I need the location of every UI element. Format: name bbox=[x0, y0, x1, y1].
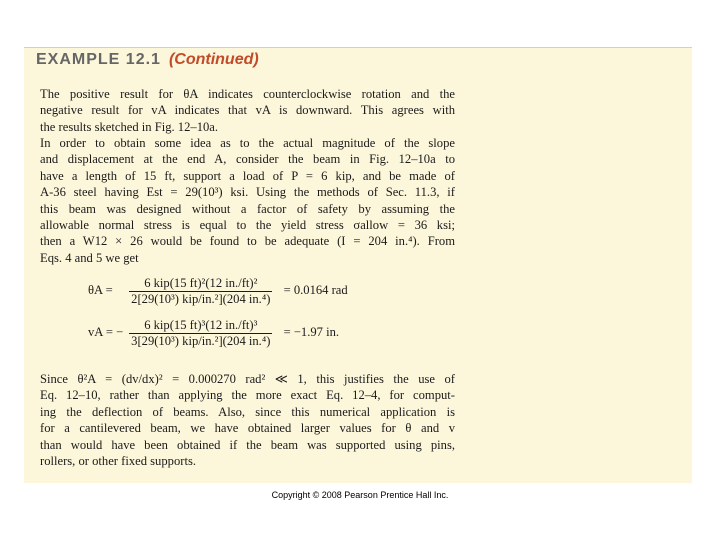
continued-label: (Continued) bbox=[168, 51, 259, 68]
fraction-numerator: 6 kip(15 ft)²(12 in./ft)² bbox=[144, 276, 258, 290]
text-line: and displacement at the end A, consider the beam in Fig. 12–10a to bbox=[40, 152, 455, 167]
paragraph-3 bbox=[40, 371, 455, 469]
text-line: Eqs. 4 and 5 we get bbox=[40, 250, 139, 265]
fraction-numerator: 6 kip(15 ft)³(12 in./ft)³ bbox=[144, 318, 258, 332]
text-line: rollers, or other fixed supports. bbox=[40, 454, 196, 469]
example-label: EXAMPLE 12.1 bbox=[36, 51, 161, 68]
equation-fraction bbox=[129, 318, 272, 349]
equation-result: = −1.97 in. bbox=[283, 325, 340, 340]
text-line: In order to obtain some idea as to the actual magnitude of the slope bbox=[40, 136, 455, 150]
equation-lhs: θA = bbox=[88, 283, 113, 298]
equation-theta-a bbox=[88, 276, 348, 307]
copyright-notice: Copyright © 2008 Pearson Prentice Hall Inc. bbox=[271, 490, 449, 500]
text-line: this beam was designed without a factor of safety by assuming the bbox=[40, 201, 455, 216]
equation-lhs: vA = − bbox=[88, 325, 124, 340]
text-line: for a cantilevered beam, we have obtained larger values for θ and v bbox=[40, 421, 455, 436]
header-rule bbox=[24, 47, 692, 48]
paragraph-1 bbox=[40, 86, 455, 135]
text-line: Eq. 12–10, rather than applying the more exact Eq. 12–4, for comput- bbox=[40, 388, 455, 403]
paragraph-2 bbox=[40, 135, 455, 266]
text-line: The positive result for θA indicates counterclockwise rotation and the bbox=[40, 87, 455, 101]
example-header bbox=[36, 51, 259, 69]
text-line: A-36 steel having Est = 29(10³) ksi. Using the methods of Sec. 11.3, if bbox=[40, 185, 455, 200]
text-line: allowable normal stress is equal to the yield stress σallow = 36 ksi; bbox=[40, 218, 455, 233]
text-line: Since θ²A = (dv/dx)² = 0.000270 rad² ≪ 1, this justifies the use of bbox=[40, 372, 455, 386]
equation-result: = 0.0164 rad bbox=[283, 283, 348, 298]
text-line: negative result for vA indicates that vA is downward. This agrees with bbox=[40, 103, 455, 118]
equation-fraction bbox=[129, 276, 272, 307]
fraction-denominator: 2[29(10³) kip/in.²](204 in.⁴) bbox=[131, 292, 271, 306]
text-line: then a W12 × 26 would be found to be adequate (I = 204 in.⁴). From bbox=[40, 234, 455, 249]
text-line: than would have been obtained if the beam was supported using pins, bbox=[40, 437, 455, 452]
equation-v-a bbox=[88, 318, 339, 349]
text-line: have a length of 15 ft, support a load of P = 6 kip, and be made of bbox=[40, 168, 455, 183]
fraction-denominator: 3[29(10³) kip/in.²](204 in.⁴) bbox=[131, 334, 271, 348]
text-line: ing the deflection of beams. Also, since this numerical application is bbox=[40, 404, 455, 419]
text-line: the results sketched in Fig. 12–10a. bbox=[40, 119, 219, 134]
